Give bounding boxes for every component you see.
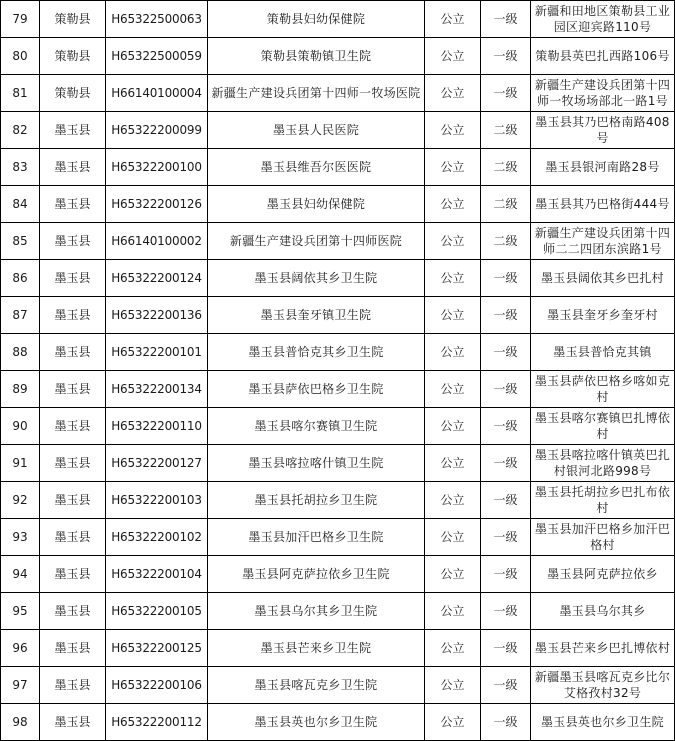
hospital-code-cell: H65322200099 bbox=[106, 112, 208, 149]
grade-cell: 一级 bbox=[481, 667, 531, 704]
table-row bbox=[1, 297, 675, 334]
grade-cell: 一级 bbox=[481, 1, 531, 38]
address-cell: 策勒县英巴扎西路106号 bbox=[531, 38, 675, 75]
table-row bbox=[1, 556, 675, 593]
grade-cell: 一级 bbox=[481, 445, 531, 482]
hospital-name-cell: 新疆生产建设兵团第十四师一牧场医院 bbox=[208, 75, 425, 112]
grade-cell: 二级 bbox=[481, 149, 531, 186]
ownership-cell: 公立 bbox=[425, 630, 481, 667]
county-cell: 墨玉县 bbox=[40, 630, 106, 667]
hospital-name-cell: 墨玉县阿克萨拉依乡卫生院 bbox=[208, 556, 425, 593]
row-number: 81 bbox=[1, 75, 40, 112]
hospital-name-cell: 墨玉县维吾尔医医院 bbox=[208, 149, 425, 186]
table-row bbox=[1, 482, 675, 519]
hospital-code-cell: H65322200102 bbox=[106, 519, 208, 556]
ownership-cell: 公立 bbox=[425, 593, 481, 630]
hospital-code-cell: H65322200103 bbox=[106, 482, 208, 519]
county-cell: 墨玉县 bbox=[40, 482, 106, 519]
county-cell: 墨玉县 bbox=[40, 223, 106, 260]
row-number: 94 bbox=[1, 556, 40, 593]
hospital-name-cell: 墨玉县托胡拉乡卫生院 bbox=[208, 482, 425, 519]
table-row bbox=[1, 593, 675, 630]
row-number: 89 bbox=[1, 371, 40, 408]
hospital-code-cell: H65322200125 bbox=[106, 630, 208, 667]
hospital-name-cell: 墨玉县普恰克其乡卫生院 bbox=[208, 334, 425, 371]
county-cell: 策勒县 bbox=[40, 38, 106, 75]
table-row bbox=[1, 630, 675, 667]
hospital-name-cell: 墨玉县加汗巴格乡卫生院 bbox=[208, 519, 425, 556]
hospital-code-cell: H65322200126 bbox=[106, 186, 208, 223]
county-cell: 墨玉县 bbox=[40, 445, 106, 482]
hospital-name-cell: 墨玉县萨依巴格乡卫生院 bbox=[208, 371, 425, 408]
row-number: 84 bbox=[1, 186, 40, 223]
row-number: 97 bbox=[1, 667, 40, 704]
ownership-cell: 公立 bbox=[425, 704, 481, 741]
table-row bbox=[1, 223, 675, 260]
address-cell: 新疆墨玉县喀瓦克乡比尔艾格孜村32号 bbox=[531, 667, 675, 704]
table-row bbox=[1, 75, 675, 112]
ownership-cell: 公立 bbox=[425, 260, 481, 297]
table-row bbox=[1, 1, 675, 38]
row-number: 82 bbox=[1, 112, 40, 149]
hospital-name-cell: 墨玉县芒来乡卫生院 bbox=[208, 630, 425, 667]
hospital-name-cell: 墨玉县喀瓦克乡卫生院 bbox=[208, 667, 425, 704]
ownership-cell: 公立 bbox=[425, 1, 481, 38]
county-cell: 墨玉县 bbox=[40, 667, 106, 704]
ownership-cell: 公立 bbox=[425, 556, 481, 593]
row-number: 85 bbox=[1, 223, 40, 260]
ownership-cell: 公立 bbox=[425, 482, 481, 519]
grade-cell: 一级 bbox=[481, 260, 531, 297]
hospital-name-cell: 策勒县妇幼保健院 bbox=[208, 1, 425, 38]
address-cell: 墨玉县英也尔乡卫生院 bbox=[531, 704, 675, 741]
table-row bbox=[1, 112, 675, 149]
hospital-name-cell: 墨玉县阔依其乡卫生院 bbox=[208, 260, 425, 297]
county-cell: 墨玉县 bbox=[40, 408, 106, 445]
address-cell: 新疆生产建设兵团第十四师一牧场场部北一路1号 bbox=[531, 75, 675, 112]
row-number: 80 bbox=[1, 38, 40, 75]
grade-cell: 一级 bbox=[481, 704, 531, 741]
row-number: 95 bbox=[1, 593, 40, 630]
hospital-name-cell: 墨玉县喀尔赛镇卫生院 bbox=[208, 408, 425, 445]
county-cell: 墨玉县 bbox=[40, 186, 106, 223]
ownership-cell: 公立 bbox=[425, 38, 481, 75]
row-number: 90 bbox=[1, 408, 40, 445]
county-cell: 墨玉县 bbox=[40, 519, 106, 556]
hospital-code-cell: H65322200110 bbox=[106, 408, 208, 445]
grade-cell: 一级 bbox=[481, 408, 531, 445]
row-number: 91 bbox=[1, 445, 40, 482]
table-row bbox=[1, 371, 675, 408]
address-cell: 墨玉县芒来乡巴扎博依村 bbox=[531, 630, 675, 667]
hospital-name-cell: 墨玉县乌尔其乡卫生院 bbox=[208, 593, 425, 630]
hospital-name-cell: 墨玉县喀拉喀什镇卫生院 bbox=[208, 445, 425, 482]
address-cell: 墨玉县普恰克其镇 bbox=[531, 334, 675, 371]
hospital-code-cell: H65322200127 bbox=[106, 445, 208, 482]
hospital-code-cell: H65322200106 bbox=[106, 667, 208, 704]
grade-cell: 一级 bbox=[481, 371, 531, 408]
row-number: 87 bbox=[1, 297, 40, 334]
row-number: 86 bbox=[1, 260, 40, 297]
row-number: 79 bbox=[1, 1, 40, 38]
ownership-cell: 公立 bbox=[425, 334, 481, 371]
county-cell: 墨玉县 bbox=[40, 149, 106, 186]
grade-cell: 一级 bbox=[481, 75, 531, 112]
row-number: 88 bbox=[1, 334, 40, 371]
table-body bbox=[1, 1, 675, 741]
hospital-code-cell: H66140100002 bbox=[106, 223, 208, 260]
row-number: 83 bbox=[1, 149, 40, 186]
address-cell: 新疆生产建设兵团第十四师二二四团东滨路1号 bbox=[531, 223, 675, 260]
county-cell: 墨玉县 bbox=[40, 593, 106, 630]
hospital-code-cell: H65322200104 bbox=[106, 556, 208, 593]
grade-cell: 一级 bbox=[481, 630, 531, 667]
table-row bbox=[1, 260, 675, 297]
hospital-name-cell: 新疆生产建设兵团第十四师医院 bbox=[208, 223, 425, 260]
grade-cell: 一级 bbox=[481, 556, 531, 593]
ownership-cell: 公立 bbox=[425, 408, 481, 445]
table-row bbox=[1, 408, 675, 445]
hospital-code-cell: H65322200134 bbox=[106, 371, 208, 408]
table-row bbox=[1, 519, 675, 556]
grade-cell: 一级 bbox=[481, 297, 531, 334]
address-cell: 墨玉县银河南路28号 bbox=[531, 149, 675, 186]
hospital-code-cell: H65322200124 bbox=[106, 260, 208, 297]
ownership-cell: 公立 bbox=[425, 75, 481, 112]
address-cell: 墨玉县阿克萨拉依乡 bbox=[531, 556, 675, 593]
ownership-cell: 公立 bbox=[425, 519, 481, 556]
hospital-name-cell: 策勒县策勒镇卫生院 bbox=[208, 38, 425, 75]
grade-cell: 一级 bbox=[481, 519, 531, 556]
table-row bbox=[1, 334, 675, 371]
county-cell: 墨玉县 bbox=[40, 704, 106, 741]
grade-cell: 二级 bbox=[481, 186, 531, 223]
grade-cell: 二级 bbox=[481, 112, 531, 149]
ownership-cell: 公立 bbox=[425, 667, 481, 704]
county-cell: 墨玉县 bbox=[40, 260, 106, 297]
address-cell: 墨玉县加汗巴格乡加汗巴格村 bbox=[531, 519, 675, 556]
hospital-name-cell: 墨玉县人民医院 bbox=[208, 112, 425, 149]
address-cell: 新疆和田地区策勒县工业园区迎宾路110号 bbox=[531, 1, 675, 38]
address-cell: 墨玉县乌尔其乡 bbox=[531, 593, 675, 630]
ownership-cell: 公立 bbox=[425, 149, 481, 186]
grade-cell: 一级 bbox=[481, 482, 531, 519]
ownership-cell: 公立 bbox=[425, 371, 481, 408]
ownership-cell: 公立 bbox=[425, 297, 481, 334]
address-cell: 墨玉县阔依其乡巴扎村 bbox=[531, 260, 675, 297]
county-cell: 策勒县 bbox=[40, 75, 106, 112]
table-row bbox=[1, 186, 675, 223]
hospital-code-cell: H65322200105 bbox=[106, 593, 208, 630]
address-cell: 墨玉县托胡拉乡巴扎布依村 bbox=[531, 482, 675, 519]
county-cell: 墨玉县 bbox=[40, 334, 106, 371]
address-cell: 墨玉县其乃巴格南路408号 bbox=[531, 112, 675, 149]
county-cell: 策勒县 bbox=[40, 1, 106, 38]
address-cell: 墨玉县喀尔赛镇巴扎博依村 bbox=[531, 408, 675, 445]
hospital-code-cell: H65322500063 bbox=[106, 1, 208, 38]
address-cell: 墨玉县奎牙乡奎牙村 bbox=[531, 297, 675, 334]
county-cell: 墨玉县 bbox=[40, 556, 106, 593]
address-cell: 墨玉县其乃巴格街444号 bbox=[531, 186, 675, 223]
hospital-name-cell: 墨玉县妇幼保健院 bbox=[208, 186, 425, 223]
ownership-cell: 公立 bbox=[425, 223, 481, 260]
county-cell: 墨玉县 bbox=[40, 297, 106, 334]
ownership-cell: 公立 bbox=[425, 445, 481, 482]
row-number: 96 bbox=[1, 630, 40, 667]
table-row bbox=[1, 704, 675, 741]
hospital-code-cell: H65322200100 bbox=[106, 149, 208, 186]
county-cell: 墨玉县 bbox=[40, 112, 106, 149]
row-number: 92 bbox=[1, 482, 40, 519]
grade-cell: 一级 bbox=[481, 334, 531, 371]
row-number: 98 bbox=[1, 704, 40, 741]
hospital-name-cell: 墨玉县英也尔乡卫生院 bbox=[208, 704, 425, 741]
hospital-code-cell: H65322200112 bbox=[106, 704, 208, 741]
grade-cell: 一级 bbox=[481, 593, 531, 630]
table-row bbox=[1, 445, 675, 482]
row-number: 93 bbox=[1, 519, 40, 556]
hospital-code-cell: H65322500059 bbox=[106, 38, 208, 75]
address-cell: 墨玉县萨依巴格乡喀如克村 bbox=[531, 371, 675, 408]
hospital-name-cell: 墨玉县奎牙镇卫生院 bbox=[208, 297, 425, 334]
ownership-cell: 公立 bbox=[425, 112, 481, 149]
table-row bbox=[1, 149, 675, 186]
grade-cell: 一级 bbox=[481, 38, 531, 75]
address-cell: 墨玉县喀拉喀什镇英巴扎村银河北路998号 bbox=[531, 445, 675, 482]
grade-cell: 二级 bbox=[481, 223, 531, 260]
hospital-code-cell: H66140100004 bbox=[106, 75, 208, 112]
ownership-cell: 公立 bbox=[425, 186, 481, 223]
hospital-code-cell: H65322200101 bbox=[106, 334, 208, 371]
table-row bbox=[1, 38, 675, 75]
hospital-code-cell: H65322200136 bbox=[106, 297, 208, 334]
county-cell: 墨玉县 bbox=[40, 371, 106, 408]
table-row bbox=[1, 667, 675, 704]
